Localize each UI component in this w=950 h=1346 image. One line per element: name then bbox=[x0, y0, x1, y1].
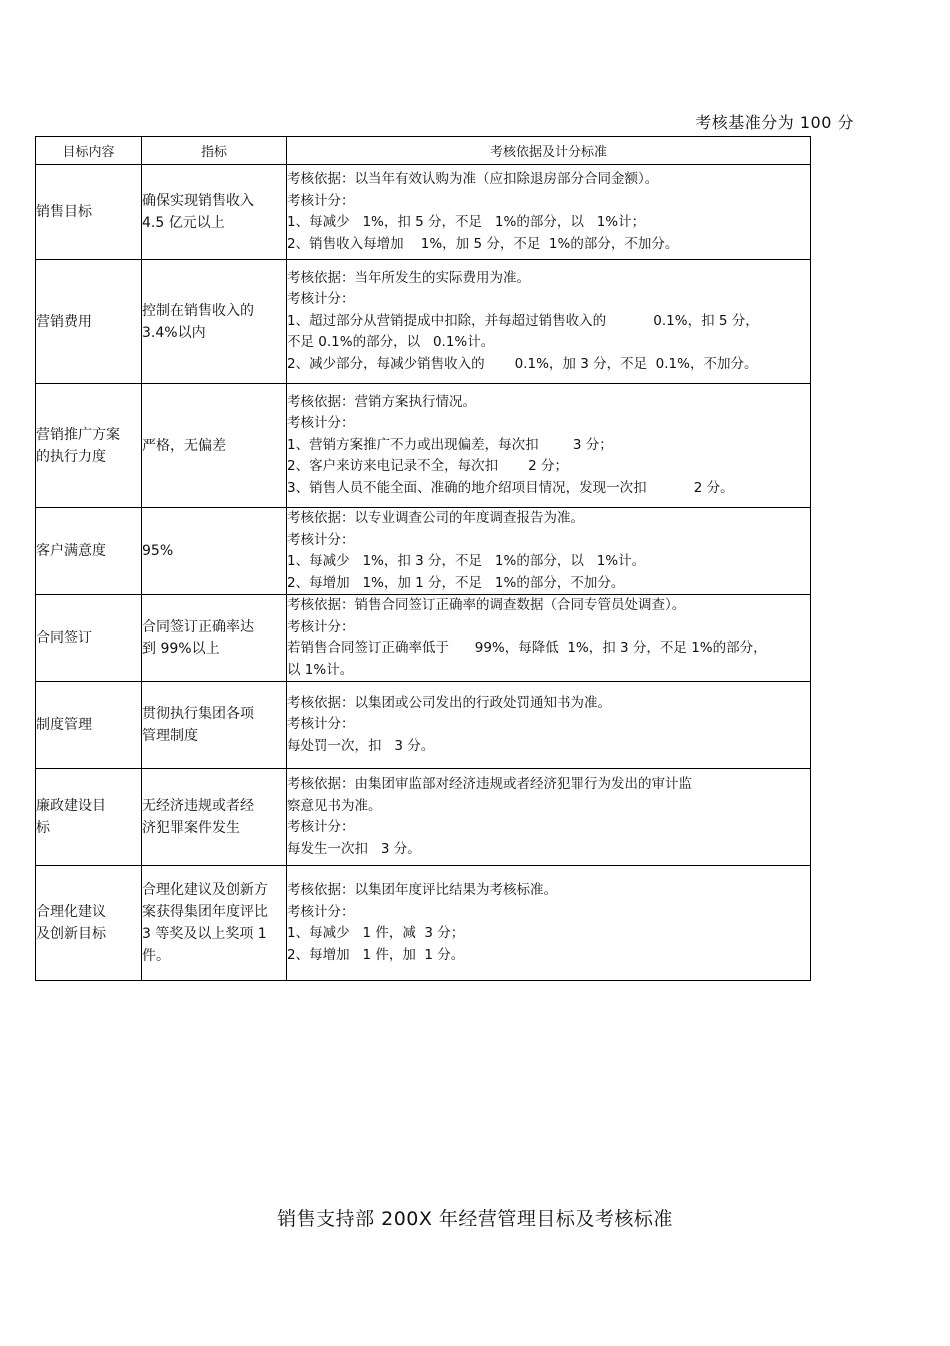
goal-cell bbox=[36, 595, 142, 682]
criteria-line: 每发生一次扣 3 分。 bbox=[287, 840, 421, 857]
goal-cell bbox=[36, 508, 142, 595]
table-row bbox=[36, 508, 811, 595]
criteria-line: 2、减少部分，每减少销售收入的 0.1%，加 3 分，不足 0.1%，不加分。 bbox=[287, 355, 758, 372]
metric-text: 严格，无偏差 bbox=[142, 437, 226, 454]
header-goal: 目标内容 bbox=[36, 137, 142, 165]
criteria-line: 1、营销方案推广不力或出现偏差，每次扣 3 分； bbox=[287, 436, 613, 453]
criteria-line: 考核依据：当年所发生的实际费用为准。 bbox=[287, 269, 530, 286]
criteria-line: 察意见书为准。 bbox=[287, 797, 382, 814]
criteria-line: 2、客户来访来电记录不全，每次扣 2 分； bbox=[287, 458, 569, 475]
criteria-cell bbox=[287, 508, 811, 595]
goal-cell bbox=[36, 384, 142, 508]
criteria-line: 考核依据：以当年有效认购为准（应扣除退房部分合同金额）。 bbox=[287, 171, 659, 187]
metric-cell bbox=[142, 260, 287, 384]
criteria-line: 1、每减少 1%，扣 3 分，不足 1%的部分，以 1%计。 bbox=[287, 553, 646, 569]
criteria-line: 考核计分： bbox=[287, 819, 355, 835]
metric-text: 控制在销售收入的 3.4%以内 bbox=[142, 302, 254, 341]
criteria-line: 考核依据：由集团审监部对经济违规或者经济犯罪行为发出的审计监 bbox=[287, 776, 692, 792]
criteria-cell bbox=[287, 595, 811, 682]
criteria-cell bbox=[287, 769, 811, 866]
table-row bbox=[36, 384, 811, 508]
document-title: 销售支持部 200X 年经营管理目标及考核标准 bbox=[277, 1208, 673, 1230]
criteria-line: 每处罚一次，扣 3 分。 bbox=[287, 737, 435, 754]
criteria-line: 2、销售收入每增加 1%，加 5 分，不足 1%的部分，不加分。 bbox=[287, 235, 679, 252]
metric-text: 无经济违规或者经济犯罪案件发生 bbox=[142, 798, 254, 836]
header-criteria: 考核依据及计分标准 bbox=[287, 137, 811, 165]
goal-cell bbox=[36, 165, 142, 260]
goal-text: 廉政建设目标 bbox=[36, 798, 106, 836]
goal-text: 客户满意度 bbox=[36, 543, 106, 559]
criteria-line: 考核计分： bbox=[287, 531, 355, 548]
criteria-cell bbox=[287, 866, 811, 981]
criteria-line: 若销售合同签订正确率低于 99%，每降低 1%，扣 3 分，不足 1%的部分， bbox=[287, 640, 767, 656]
criteria-cell bbox=[287, 260, 811, 384]
goal-text: 合同签订 bbox=[36, 630, 92, 646]
assessment-table bbox=[35, 136, 811, 981]
criteria-line: 考核计分： bbox=[287, 618, 355, 635]
header-metric: 指标 bbox=[142, 137, 287, 165]
metric-cell bbox=[142, 769, 287, 866]
criteria-line: 考核计分： bbox=[287, 291, 355, 308]
criteria-line: 2、每增加 1%，加 1 分，不足 1%的部分，不加分。 bbox=[287, 574, 625, 591]
goal-text: 营销费用 bbox=[36, 313, 92, 330]
metric-text: 贯彻执行集团各项管理制度 bbox=[142, 706, 254, 744]
criteria-line: 1、超过部分从营销提成中扣除，并每超过销售收入的 0.1%，扣 5 分， bbox=[287, 312, 759, 329]
criteria-line: 考核依据：营销方案执行情况。 bbox=[287, 393, 476, 410]
goal-cell bbox=[36, 682, 142, 769]
table-row bbox=[36, 595, 811, 682]
metric-text: 确保实现销售收入 4.5 亿元以上 bbox=[142, 193, 254, 231]
goal-cell bbox=[36, 260, 142, 384]
table-row bbox=[36, 769, 811, 866]
criteria-line: 不足 0.1%的部分，以 0.1%计。 bbox=[287, 334, 495, 351]
criteria-line: 考核计分： bbox=[287, 903, 355, 920]
table-row bbox=[36, 260, 811, 384]
criteria-line: 1、每减少 1%，扣 5 分，不足 1%的部分，以 1%计； bbox=[287, 214, 646, 230]
criteria-line: 2、每增加 1 件，加 1 分。 bbox=[287, 946, 465, 963]
goal-text: 合理化建议及创新目标 bbox=[36, 904, 106, 942]
criteria-line: 以 1%计。 bbox=[287, 661, 354, 678]
criteria-line: 考核计分： bbox=[287, 716, 355, 733]
metric-cell bbox=[142, 384, 287, 508]
criteria-line: 考核依据：以集团年度评比结果为考核标准。 bbox=[287, 882, 557, 898]
metric-cell bbox=[142, 682, 287, 769]
criteria-cell bbox=[287, 384, 811, 508]
table-header-row bbox=[36, 137, 811, 165]
metric-text: 合理化建议及创新方案获得集团年度评比 3 等奖及以上奖项 1 件。 bbox=[142, 882, 268, 964]
metric-text: 合同签订正确率达到 99%以上 bbox=[142, 619, 254, 657]
criteria-line: 考核依据：以集团或公司发出的行政处罚通知书为准。 bbox=[287, 694, 611, 711]
metric-cell bbox=[142, 595, 287, 682]
table-row bbox=[36, 682, 811, 769]
criteria-line: 考核依据：以专业调查公司的年度调查报告为准。 bbox=[287, 510, 584, 526]
criteria-line: 考核计分： bbox=[287, 415, 355, 432]
metric-text: 95% bbox=[142, 543, 174, 559]
criteria-line: 3、销售人员不能全面、准确的地介绍项目情况，发现一次扣 2 分。 bbox=[287, 479, 734, 496]
table-row bbox=[36, 866, 811, 981]
goal-text: 制度管理 bbox=[36, 717, 92, 733]
goal-text: 销售目标 bbox=[36, 204, 92, 220]
criteria-cell bbox=[287, 165, 811, 260]
base-score-note: 考核基准分为 100 分 bbox=[695, 113, 854, 132]
metric-cell bbox=[142, 866, 287, 981]
goal-cell bbox=[36, 866, 142, 981]
criteria-line: 1、每减少 1 件，减 3 分； bbox=[287, 925, 465, 941]
goal-cell bbox=[36, 769, 142, 866]
criteria-cell bbox=[287, 682, 811, 769]
table-row bbox=[36, 165, 811, 260]
metric-cell bbox=[142, 165, 287, 260]
goal-text: 营销推广方案的执行力度 bbox=[36, 426, 120, 465]
criteria-line: 考核计分： bbox=[287, 192, 355, 209]
criteria-line: 考核依据：销售合同签订正确率的调查数据（合同专管员处调查）。 bbox=[287, 597, 686, 613]
metric-cell bbox=[142, 508, 287, 595]
